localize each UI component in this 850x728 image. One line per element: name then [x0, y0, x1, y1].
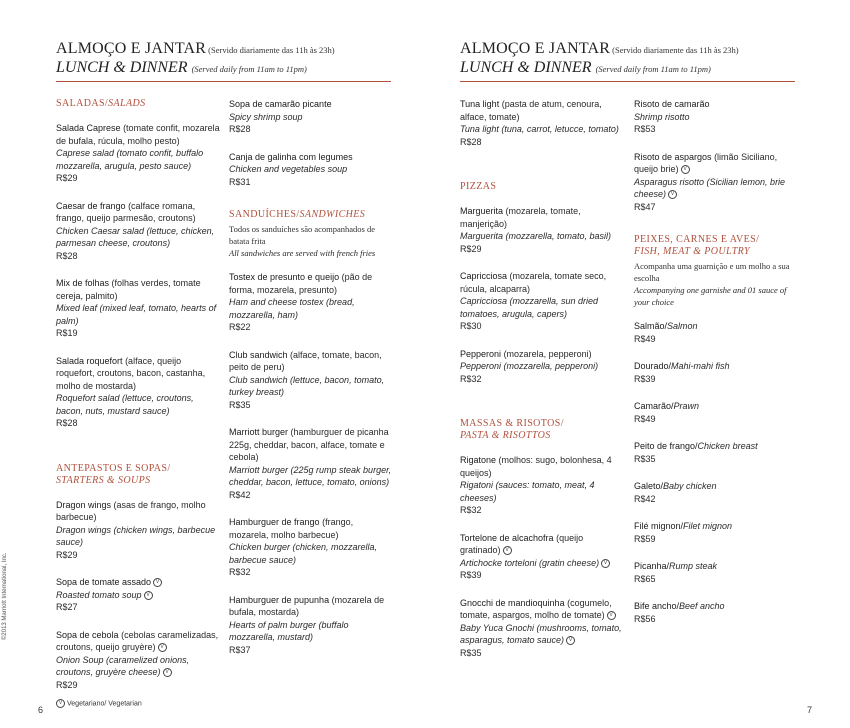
header-title-en: LUNCH & DINNER: [56, 59, 188, 76]
menu-item: Pepperoni (mozarela, pepperoni) Pepperoni (mozzarella, pepperoni) R$32: [460, 348, 626, 386]
header-title-pt: ALMOÇO E JANTAR: [460, 40, 611, 57]
section-title-pizzas: PIZZAS: [460, 181, 497, 192]
menu-item: Capricciosa (mozarela, tomate seco, rúcula, alcaparra) Capricciosa (mozzarella, sun dried tomatoes, arugula, capers) R$30: [460, 270, 626, 333]
item-price: R$35: [460, 647, 482, 658]
page-number: 6: [38, 705, 44, 715]
section-note: Acompanha uma guarnição e um molho a sua escolha Accompanying one garnishe and 01 sauce of your choice: [634, 261, 790, 307]
menu-item: Risoto de aspargos (limão Siciliano, queijo brie) V Asparagus risotto (Sicilian lemon, brie cheese) V R$47: [634, 151, 800, 214]
item-price: R$42: [229, 489, 251, 500]
item-price: R$32: [229, 567, 251, 577]
vegetarian-icon: V: [153, 578, 162, 587]
item-price: R$35: [229, 399, 251, 410]
item-price: R$59: [634, 533, 656, 544]
section-title-pasta: MASSAS & RISOTOS/ PASTA & RISOTTOS: [460, 418, 564, 441]
menu-item: Hamburguer de frango (frango, mozarela, molho barbecue) Chicken burger (chicken, mozzarella, barbecue sauce) R$32: [229, 516, 395, 579]
menu-item: Mix de folhas (folhas verdes, tomate cereja, palmito) Mixed leaf (mixed leaf, tomato, hearts of palm) R$19: [56, 277, 222, 340]
menu-item: Galeto/Baby chicken R$42: [634, 480, 800, 505]
section-title-sandwiches: SANDUÍCHES/SANDWICHES: [229, 209, 366, 220]
item-price: R$32: [460, 373, 482, 384]
menu-item: Salada roquefort (alface, queijo roquefort, croutons, bacon, castanha, molho de mostarda) Roquefort salad (lettuce, croutons, bacon, nuts, mustard sauce) R$28: [56, 355, 222, 430]
item-price: R$29: [460, 243, 482, 254]
vegetarian-icon: V: [601, 559, 610, 568]
vegetarian-icon: V: [681, 165, 690, 174]
menu-item: Tostex de presunto e queijo (pão de forma, mozarela, presunto) Ham and cheese tostex (bread, mozzarella, ham) R$22: [229, 271, 395, 334]
vegetarian-icon: V: [607, 611, 616, 620]
item-price: R$53: [634, 124, 656, 134]
header-title-pt: ALMOÇO E JANTAR: [56, 40, 207, 57]
header-title-en: LUNCH & DINNER: [460, 59, 592, 76]
header-subtitle-en: (Served daily from 11am to 11pm): [595, 64, 711, 74]
page-header: [460, 40, 795, 82]
menu-item: Bife ancho/Beef ancho R$56: [634, 600, 800, 625]
item-price: R$19: [56, 328, 78, 338]
item-price: R$29: [56, 173, 78, 183]
menu-item: Risoto de camarão Shrimp risotto R$53: [634, 98, 800, 136]
section-title-starters: ANTEPASTOS E SOPAS/ STARTERS & SOUPS: [56, 462, 171, 486]
item-price: R$42: [634, 493, 656, 504]
item-price: R$65: [634, 573, 656, 584]
page-number: 7: [806, 705, 812, 715]
page-header: [56, 40, 391, 82]
menu-item: Dragon wings (asas de frango, molho barbecue) Dragon wings (chicken wings, barbecue sauce) R$29: [56, 499, 222, 562]
item-price: R$49: [634, 333, 656, 344]
vegetarian-icon: V: [668, 190, 677, 199]
menu-column: [229, 98, 395, 671]
item-price: R$30: [460, 321, 482, 331]
vegetarian-icon: V: [56, 699, 65, 708]
item-price: R$49: [634, 413, 656, 424]
item-price: R$28: [229, 124, 251, 134]
menu-item: Gnocchi de mandioquinha (cogumelo, tomate, aspargos, molho de tomate) V Baby Yuca Gnochi (mushrooms, tomato, asparagus, tomato sauce) V R$35: [460, 597, 626, 660]
menu-column: [460, 98, 626, 674]
item-price: R$37: [229, 644, 251, 655]
item-price: R$27: [56, 602, 78, 612]
item-price: R$29: [56, 679, 78, 690]
menu-item: Caesar de frango (calface romana, frango, queijo parmesão, croutons) Chicken Caesar salad (lettuce, chicken, parmesan cheese, croutons) R$28: [56, 200, 222, 263]
header-subtitle-pt: (Servido diariamente das 11h às 23h): [208, 45, 335, 55]
menu-item: Filé mignon/Filet mignon R$59: [634, 520, 800, 545]
menu-item: Tortelone de alcachofra (queijo gratinado) V Artichocke torteloni (gratin cheese) V R$39: [460, 532, 626, 582]
item-price: R$28: [56, 250, 78, 261]
menu-column: [56, 98, 222, 706]
item-price: R$39: [460, 570, 482, 580]
item-price: R$47: [634, 201, 656, 212]
section-title-fish-meat: PEIXES, CARNES E AVES/ FISH, MEAT & POULTRY: [634, 234, 760, 257]
item-price: R$29: [56, 549, 78, 560]
section-note: Todos os sanduíches são acompanhados de batata frita All sandwiches are served with french fries: [229, 224, 376, 258]
vegetarian-icon: V: [144, 591, 153, 600]
header-divider: [56, 81, 391, 82]
item-price: R$31: [229, 176, 251, 187]
item-price: R$56: [634, 613, 656, 624]
menu-column: [634, 98, 800, 640]
copyright-notice: ©2013 Marriott International, Inc.: [2, 552, 8, 640]
section-title-salads: SALADAS/SALADS: [56, 98, 146, 109]
header-divider: [460, 81, 795, 82]
menu-item: Salada Caprese (tomate confit, mozarela de bufala, rúcula, molho pesto) Caprese salad (tomato confit, buffalo mozzarella, arugula, pesto sauce) R$29: [56, 122, 222, 185]
item-price: R$32: [460, 505, 482, 515]
menu-item: Sopa de tomate assado V Roasted tomato soup V R$27: [56, 576, 222, 614]
menu-item: Hamburguer de pupunha (mozarela de bufala, mostarda) Hearts of palm burger (buffalo mozzarella, mustard) R$37: [229, 594, 395, 657]
menu-item: Dourado/Mahi-mahi fish R$39: [634, 360, 800, 385]
page-right: [425, 0, 850, 728]
vegetarian-icon: V: [163, 668, 172, 677]
header-subtitle-en: (Served daily from 11am to 11pm): [191, 64, 307, 74]
item-price: R$39: [634, 373, 656, 384]
menu-item: Sopa de cebola (cebolas caramelizadas, croutons, queijo gruyère) V Onion Soup (caramelized onions, croutons, gruyère cheese) V R$29: [56, 629, 222, 692]
menu-item: Club sandwich (alface, tomate, bacon, peito de peru) Club sandwich (lettuce, bacon, tomato, turkey breast) R$35: [229, 349, 395, 412]
menu-item: Rigatone (molhos: sugo, bolonhesa, 4 queijos) Rigatoni (sauces: tomato, meat, 4 cheeses) R$32: [460, 454, 626, 517]
vegetarian-icon: V: [158, 643, 167, 652]
menu-item: Sopa de camarão picante Spicy shrimp soup R$28: [229, 98, 395, 136]
vegetarian-icon: V: [566, 636, 575, 645]
item-price: R$28: [460, 136, 482, 147]
vegetarian-icon: V: [503, 546, 512, 555]
menu-item: Marriott burger (hamburguer de picanha 225g, cheddar, bacon, alface, tomate e cebola) Marriott burger (225g rump steak burger, cheddar, bacon, lettuce, tomato, onions) R$42: [229, 426, 395, 501]
menu-item: Salmão/Salmon R$49: [634, 320, 800, 345]
menu-item: Marguerita (mozarela, tomate, manjerição) Marguerita (mozzarella, tomato, basil) R$29: [460, 205, 626, 255]
menu-item: Tuna light (pasta de atum, cenoura, alface, tomate) Tuna light (tuna, carrot, letucce, tomato) R$28: [460, 98, 626, 148]
item-price: R$35: [634, 453, 656, 464]
item-price: R$22: [229, 322, 251, 332]
menu-item: Picanha/Rump steak R$65: [634, 560, 800, 585]
menu-item: Peito de frango/Chicken breast R$35: [634, 440, 800, 465]
menu-item: Camarão/Prawn R$49: [634, 400, 800, 425]
menu-item: Canja de galinha com legumes Chicken and vegetables soup R$31: [229, 151, 395, 189]
header-subtitle-pt: (Servido diariamente das 11h às 23h): [612, 45, 739, 55]
vegetarian-legend: V Vegetariano/ Vegetarian: [56, 699, 142, 708]
item-price: R$28: [56, 418, 78, 428]
